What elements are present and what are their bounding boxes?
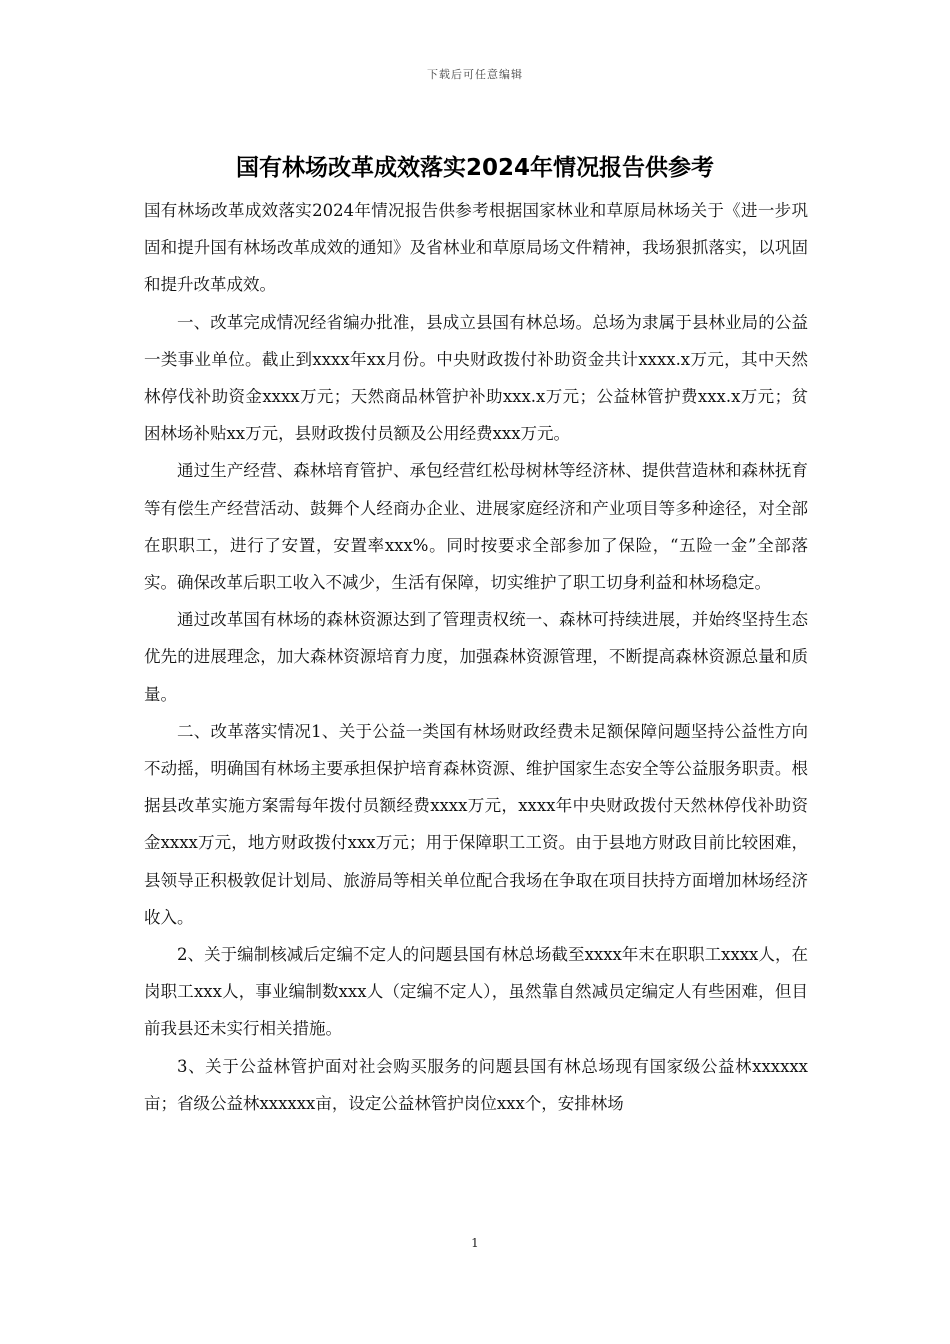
paragraph-staff-placement: 通过生产经营、森林培育管护、承包经营红松母树林等经济林、提供营造林和森林抚育等有偿生产经营活动、鼓舞个人经商办企业、进展家庭经济和产业项目等多种途径，对全部在职职工，进行了安置，安置率xxx%。同时按要求全部参加了保险，“五险一金”全部落实。确保改革后职工收入不减少，生活有保障，切实维护了职工切身利益和林场稳定。 bbox=[144, 461, 808, 593]
page-number: 1 bbox=[471, 1236, 479, 1250]
paragraph-reform-completion: 一、改革完成情况经省编办批准，县成立县国有林总场。总场为隶属于县林业局的公益一类事业单位。截止到xxxx年xx月份。中央财政拨付补助资金共计xxxx.x万元，其中天然林停伐补助资金xxxx万元；天然商品林管护补助xxx.x万元；公益林管护费xxx.x万元；贫困林场补贴xx万元，县财政拨付员额及公用经费xxx万元。 bbox=[144, 312, 808, 444]
header-note: 下载后可任意编辑 bbox=[427, 68, 523, 81]
document-body bbox=[144, 192, 808, 1122]
paragraph-reform-implementation: 二、改革落实情况1、关于公益一类国有林场财政经费未足额保障问题坚持公益性方向不动摇，明确国有林场主要承担保护培育森林资源、维护国家生态安全等公益服务职责。根据县改革实施方案需每年拨付员额经费xxxx万元，xxxx年中央财政拨付天然林停伐补助资金xxxx万元，地方财政拨付xxx万元；用于保障职工工资。由于县地方财政目前比较困难，县领导正积极敦促计划局、旅游局等相关单位配合我场在争取在项目扶持方面增加林场经济收入。 bbox=[144, 721, 808, 927]
paragraph-intro: 国有林场改革成效落实2024年情况报告供参考根据国家林业和草原局林场关于《进一步巩固和提升国有林场改革成效的通知》及省林业和草原局场文件精神，我场狠抓落实，以巩固和提升改革成效。 bbox=[144, 201, 808, 295]
paragraph-staffing-issue: 2、关于编制核减后定编不定人的问题县国有林总场截至xxxx年末在职职工xxxx人，在岗职工xxx人，事业编制数xxx人（定编不定人），虽然靠自然减员定编定人有些困难，但目前我县还未实行相关措施。 bbox=[144, 945, 808, 1039]
paragraph-public-forest: 3、关于公益林管护面对社会购买服务的问题县国有林总场现有国家级公益林xxxxxx亩；省级公益林xxxxxx亩，设定公益林管护岗位xxx个，安排林场 bbox=[144, 1056, 808, 1113]
document-title: 国有林场改革成效落实2024年情况报告供参考 bbox=[235, 155, 714, 181]
paragraph-forest-resources: 通过改革国有林场的森林资源达到了管理责权统一、森林可持续进展，并始终坚持生态优先的进展理念，加大森林资源培育力度，加强森林资源管理，不断提高森林资源总量和质量。 bbox=[144, 610, 808, 704]
